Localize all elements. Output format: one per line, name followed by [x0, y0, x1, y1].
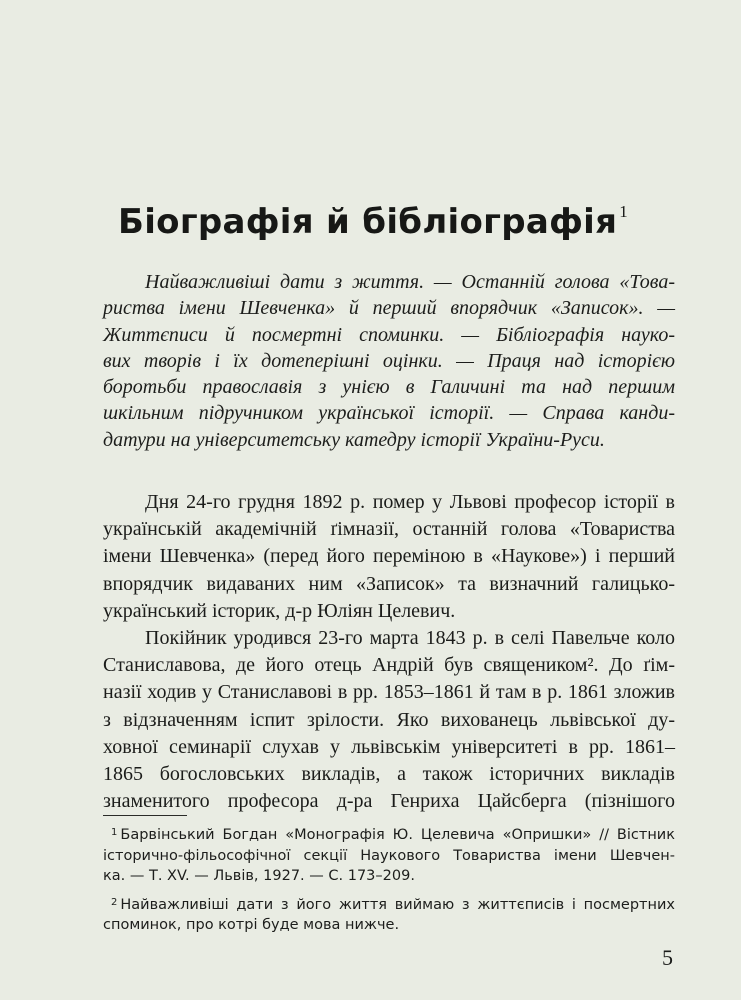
- abstract-line: Життєписи й посмертні споминки. — Бібліографія науко-: [103, 323, 675, 346]
- body-text: [103, 489, 675, 815]
- body-line: Дня 24-го грудня 1892 р. помер у Львові професор історії в: [145, 491, 675, 513]
- footnotes: [103, 823, 675, 942]
- footnote-marker: 1: [111, 827, 118, 838]
- body-line: 1865 богословських викладів, а також історичних викладів: [103, 763, 675, 786]
- abstract-line: Найважливіші дати з життя. — Останній голова «Това-: [145, 271, 675, 293]
- paragraph-2: [103, 625, 675, 815]
- footnote-text: Найважливіші дати з його життя виймаю з життєписів і посмертних: [120, 896, 675, 913]
- footnote-line: споминок, про котрі буде мова нижче.: [103, 917, 400, 933]
- body-line: українській академічній ґімназії, останній голова «Товариства: [103, 518, 675, 541]
- abstract-line: вих творів і їх дотеперішні оцінки. — Праця над історією: [103, 349, 675, 372]
- footnote-reference-1: 1: [619, 202, 629, 221]
- body-line: ховної семинарії слухав у львівськім університеті в рр. 1861–: [103, 735, 675, 758]
- abstract-line: шкільним підручником української історії. — Справа канди-: [103, 402, 675, 425]
- chapter-abstract: [103, 269, 675, 453]
- footnote-marker: 2: [111, 896, 118, 908]
- page-number: 5: [662, 945, 673, 970]
- chapter-title-text: Біографія й бібліографія: [118, 202, 618, 242]
- paragraph-1: [103, 489, 675, 625]
- footnote-line: історично-фільософічної секції Наукового Товариства імени Шевчен-: [103, 847, 675, 864]
- abstract-line: боротьби православія з унією в Галичині та над першим: [103, 376, 675, 399]
- body-line: імени Шевченка» (перед його переміною в «Наукове») і перший: [103, 545, 675, 568]
- body-line: назії ходив у Станиславові в рр. 1853–1861 й там в р. 1861 зложив: [103, 681, 675, 704]
- footnote-line: [103, 893, 675, 916]
- body-line: Станиславова, де його отець Андрій був священиком². До ґім-: [103, 654, 675, 677]
- footnote-1: [103, 823, 675, 887]
- body-line: український історик, д-р Юліян Целевич.: [103, 599, 456, 622]
- footnote-divider: [103, 815, 187, 816]
- footnote-line: [103, 823, 675, 846]
- body-line: знаменитого професора д-ра Генриха Цайсберга (пізнішого: [103, 790, 675, 813]
- abstract-line: датури на університетську катедру історії України-Руси.: [103, 428, 605, 451]
- abstract-line: риства імени Шевченка» й перший впорядчик «Записок». —: [103, 297, 675, 320]
- body-line: впорядчик видаваних ним «Записок» та визначний галицько-: [103, 572, 675, 595]
- footnote-2: [103, 893, 675, 936]
- footnote-text: Барвінський Богдан «Монографія Ю. Целевича «Опришки» // Вістник: [120, 827, 675, 843]
- body-line: з відзначенням іспит зрілости. Яко вихованець львівської ду-: [103, 708, 675, 731]
- chapter-title: [118, 190, 678, 244]
- footnote-line: ка. — Т. XV. — Львів, 1927. — С. 173–209.: [103, 868, 415, 884]
- body-line: Покійник уродився 23-го марта 1843 р. в селі Павельче коло: [145, 627, 675, 650]
